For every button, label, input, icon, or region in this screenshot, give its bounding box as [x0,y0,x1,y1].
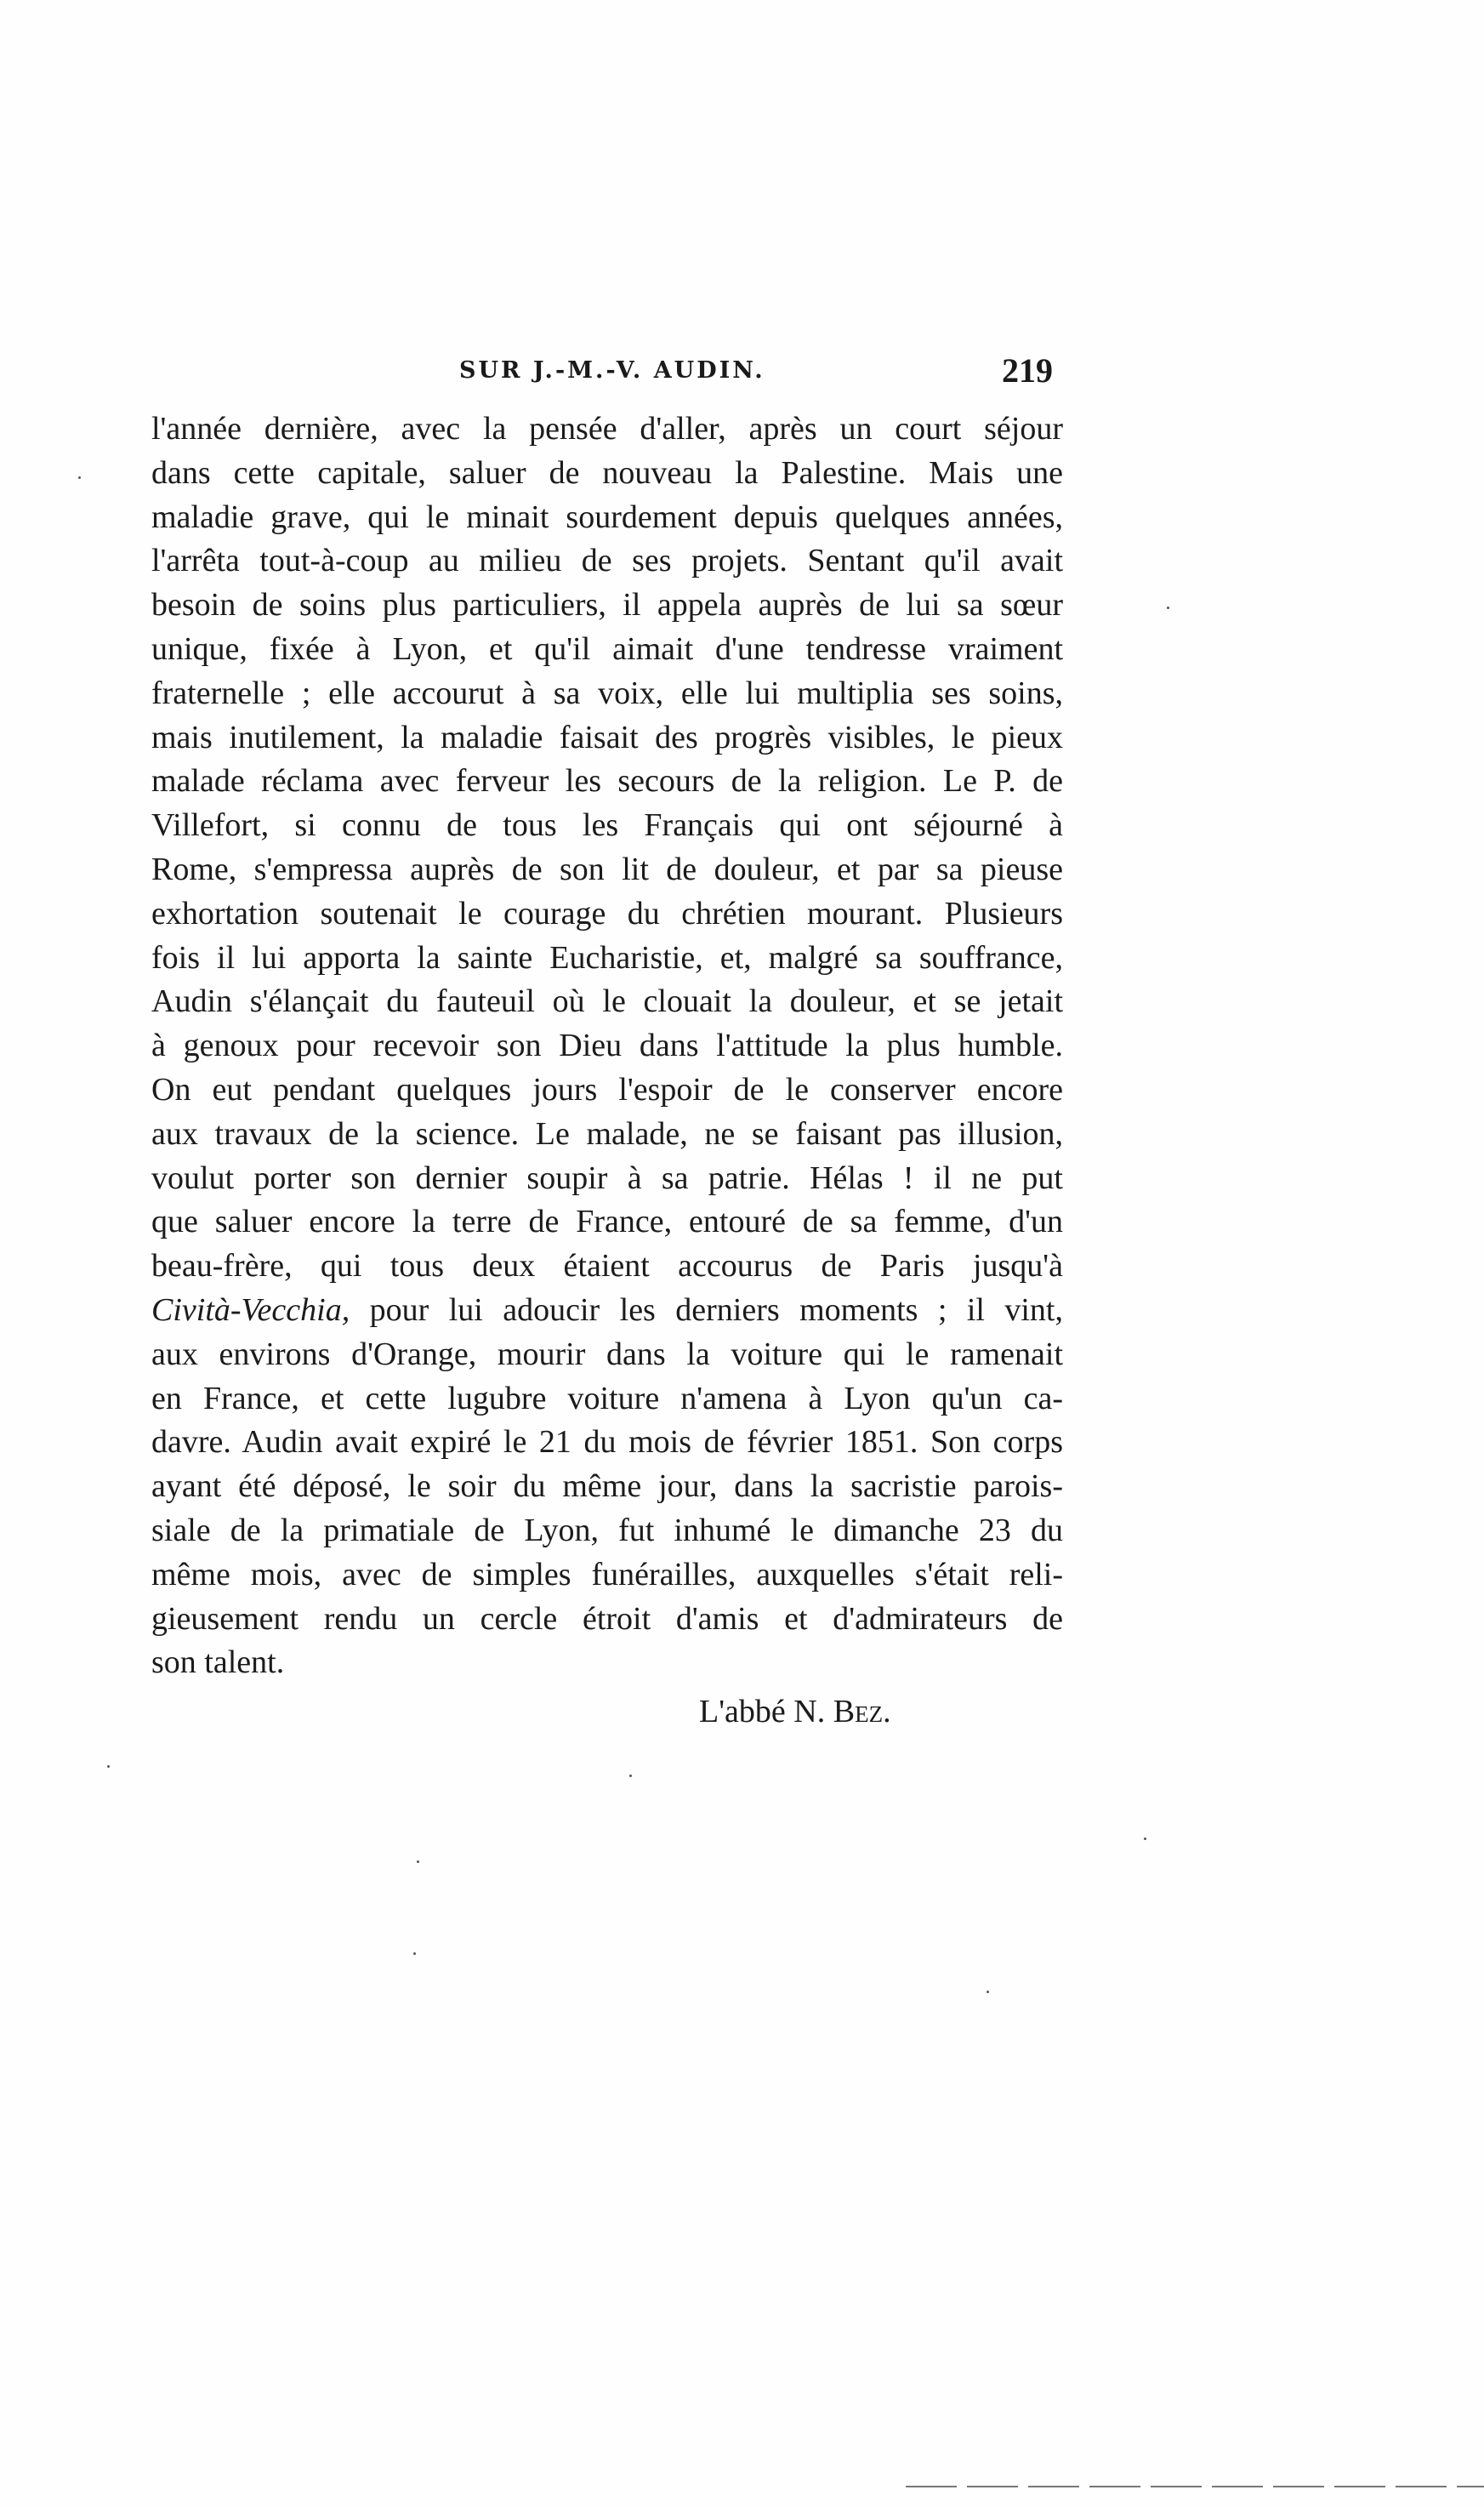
scan-speck [417,1860,419,1863]
text-line: voulut porter son dernier soupir à sa patrie. Hélas ! il ne put [151,1159,1063,1196]
scan-speck [986,1991,989,1993]
signature-prefix: L'abbé N. [699,1694,826,1729]
text-line: que saluer encore la terre de France, entouré de sa femme, d'un [151,1204,1063,1240]
text-line: même mois, avec de simples funérailles, auxquelles s'était reli- [151,1556,1063,1593]
text-line: l'année dernière, avec la pensée d'aller, après un court séjour [151,411,1063,447]
text-line: à genoux pour recevoir son Dieu dans l'attitude la plus humble. [151,1028,1063,1064]
text-line: Audin s'élançait du fauteuil où le clouait la douleur, et se jetait [151,983,1063,1020]
text-line: On eut pendant quelques jours l'espoir de le conserver encore [151,1071,1063,1108]
text-line: beau-frère, qui tous deux étaient accourus de Paris jusqu'à [151,1248,1063,1285]
text-line: mais inutilement, la maladie faisait des progrès visibles, le pieux [151,719,1063,755]
scan-speck [78,476,81,479]
scan-speck [107,1765,110,1768]
text-line: davre. Audin avait expiré le 21 du mois de février 1851. Son corps [151,1424,1063,1461]
text-line: besoin de soins plus particuliers, il appela auprès de lui sa sœur [151,587,1063,624]
text-line: l'arrêta tout-à-coup au milieu de ses projets. Sentant qu'il avait [151,543,1063,579]
running-title: SUR J.-M.-V. AUDIN. [459,357,765,384]
text-line: Villefort, si connu de tous les Français qui ont séjourné à [151,807,1063,844]
page-number: 219 [1002,351,1053,390]
scan-speck [1167,607,1169,609]
scan-edge-rule [906,2486,1484,2487]
text-line: son talent. [151,1644,285,1681]
text-line: Rome, s'empressa auprès de son lit de douleur, et par sa pieuse [151,851,1063,887]
text-line: dans cette capitale, saluer de nouveau la Palestine. Mais une [151,454,1063,491]
body-text [151,407,1063,1685]
text-line: aux environs d'Orange, mourir dans la voiture qui le ramenait [151,1336,1063,1372]
text-line: exhortation soutenait le courage du chrétien mourant. Plusieurs [151,895,1063,932]
author-signature [699,1693,891,1730]
scan-speck [413,1952,416,1955]
text-line: aux travaux de la science. Le malade, ne se faisant pas illusion, [151,1115,1063,1152]
text-line: unique, fixée à Lyon, et qu'il aimait d'une tendresse vraiment [151,630,1063,667]
text-line: ayant été déposé, le soir du même jour, dans la sacristie parois- [151,1468,1063,1505]
text-line: malade réclama avec ferveur les secours de la religion. Le P. de [151,763,1063,800]
text-line: fraternelle ; elle accourut à sa voix, elle lui multiplia ses soins, [151,675,1063,711]
signature-name: Bez. [833,1694,891,1729]
italic-place-name: Cività-Vecchia, [151,1291,350,1328]
scan-speck [1144,1838,1146,1840]
text-line: maladie grave, qui le minait sourdement depuis quelques années, [151,499,1063,535]
text-line: gieusement rendu un cercle étroit d'amis et d'admirateurs de [151,1600,1063,1637]
text-line-rest: pour lui adoucir les derniers moments ; il vint, [350,1291,1063,1328]
scan-speck [629,1775,632,1777]
text-line: en France, et cette lugubre voiture n'amena à Lyon qu'un ca- [151,1380,1063,1416]
text-line-with-italic [151,1289,1063,1333]
text-line: siale de la primatiale de Lyon, fut inhumé le dimanche 23 du [151,1512,1063,1548]
text-line: fois il lui apporta la sainte Eucharistie, et, malgré sa souffrance, [151,939,1063,976]
